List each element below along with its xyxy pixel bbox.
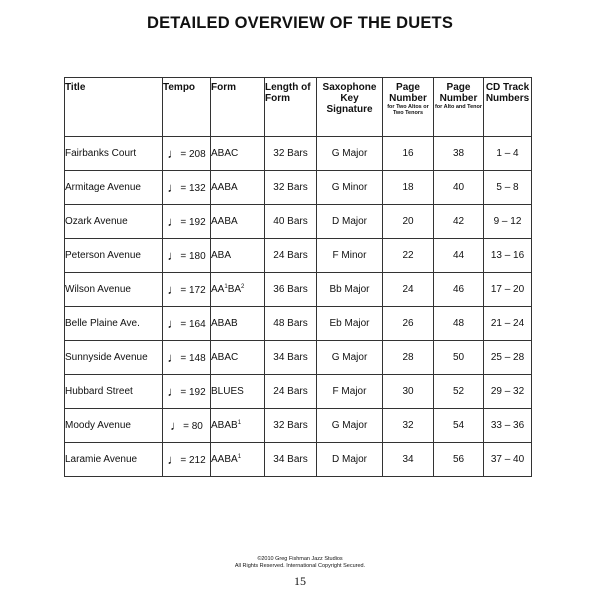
form-value: ABAC [211, 148, 239, 159]
table-header-row [65, 78, 532, 137]
form-value: AABA [211, 216, 238, 227]
form-value: ABAC [211, 352, 239, 363]
quarter-note-icon: ♩ [167, 350, 181, 365]
tempo-value: = 148 [180, 353, 206, 364]
page-number-a-cell: 28 [383, 341, 434, 375]
cd-track-cell: 1 – 4 [484, 137, 532, 171]
form-value: AA [211, 284, 225, 295]
length-cell: 32 Bars [265, 137, 317, 171]
table-row [65, 137, 532, 171]
page-number-a-cell: 18 [383, 171, 434, 205]
length-cell: 40 Bars [265, 205, 317, 239]
form-value: ABAB [211, 420, 238, 431]
page-number-b-cell: 38 [434, 137, 484, 171]
rights-line: All Rights Reserved. International Copyright Secured. [234, 563, 366, 569]
table-row [65, 341, 532, 375]
form-value: AABA [211, 454, 238, 465]
tempo-cell [163, 273, 211, 307]
tempo-value: = 172 [180, 285, 206, 296]
form-cell [211, 409, 265, 443]
table-row [65, 171, 532, 205]
table-row [65, 443, 532, 477]
form-value: BLUES [211, 386, 244, 397]
page-number-a-cell: 24 [383, 273, 434, 307]
form-superscript-2: 2 [241, 284, 245, 290]
tempo-cell [163, 375, 211, 409]
duet-title-cell: Armitage Avenue [65, 171, 163, 205]
page-number-b-cell: 56 [434, 443, 484, 477]
page-number-a-cell: 26 [383, 307, 434, 341]
page-number-b-cell: 52 [434, 375, 484, 409]
page-number-a-cell: 20 [383, 205, 434, 239]
page-number-b-cell: 48 [434, 307, 484, 341]
quarter-note-icon: ♩ [167, 316, 181, 331]
form-value: ABAB [211, 318, 238, 329]
tempo-cell [163, 443, 211, 477]
form-cell [211, 205, 265, 239]
key-signature-cell: G Minor [317, 171, 383, 205]
header-page-number-b [434, 78, 484, 137]
header-page-number-b-sub: for Alto and Tenor [434, 104, 483, 110]
quarter-note-icon: ♩ [167, 248, 181, 263]
table-row [65, 409, 532, 443]
key-signature-cell: F Major [317, 375, 383, 409]
key-signature-cell: F Minor [317, 239, 383, 273]
page-number-b-cell: 44 [434, 239, 484, 273]
cd-track-cell: 33 – 36 [484, 409, 532, 443]
page-number-a-cell: 16 [383, 137, 434, 171]
key-signature-cell: Bb Major [317, 273, 383, 307]
cd-track-cell: 21 – 24 [484, 307, 532, 341]
key-signature-cell: D Major [317, 443, 383, 477]
tempo-cell [163, 341, 211, 375]
page-number-a-cell: 30 [383, 375, 434, 409]
header-page-number-a-sub: for Two Altos or Two Tenors [387, 104, 429, 116]
page-number-a-cell: 32 [383, 409, 434, 443]
tempo-cell [163, 137, 211, 171]
header-form: Form [211, 78, 265, 137]
cd-track-cell: 9 – 12 [484, 205, 532, 239]
form-superscript: 1 [224, 284, 228, 290]
table-row [65, 273, 532, 307]
tempo-cell [163, 409, 211, 443]
cd-track-cell: 13 – 16 [484, 239, 532, 273]
duet-title-cell: Fairbanks Court [65, 137, 163, 171]
form-superscript: 1 [237, 454, 242, 460]
page-number-b-cell: 54 [434, 409, 484, 443]
header-length: Length of Form [265, 78, 317, 137]
duets-overview-table [64, 77, 532, 477]
quarter-note-icon: ♩ [167, 384, 181, 399]
tempo-cell [163, 239, 211, 273]
quarter-note-icon: ♩ [170, 418, 184, 433]
duet-title-cell: Moody Avenue [65, 409, 163, 443]
table-row [65, 375, 532, 409]
page-number-a-cell: 22 [383, 239, 434, 273]
page-title: DETAILED OVERVIEW OF THE DUETS [146, 14, 454, 32]
form-superscript: 1 [237, 420, 242, 426]
form-cell [211, 137, 265, 171]
length-cell: 36 Bars [265, 273, 317, 307]
quarter-note-icon: ♩ [167, 180, 181, 195]
duet-title-cell: Ozark Avenue [65, 205, 163, 239]
tempo-value: = 132 [180, 183, 206, 194]
tempo-value: = 80 [183, 421, 203, 432]
header-page-number-a [383, 78, 434, 137]
page-number-a-cell: 34 [383, 443, 434, 477]
quarter-note-icon: ♩ [167, 214, 181, 229]
page-number-b-cell: 46 [434, 273, 484, 307]
form-cell [211, 341, 265, 375]
length-cell: 34 Bars [265, 443, 317, 477]
duet-title-cell: Laramie Avenue [65, 443, 163, 477]
page-number-b-cell: 42 [434, 205, 484, 239]
tempo-value: = 180 [180, 251, 206, 262]
duet-title-cell: Hubbard Street [65, 375, 163, 409]
length-cell: 24 Bars [265, 375, 317, 409]
key-signature-cell: G Major [317, 137, 383, 171]
tempo-cell [163, 171, 211, 205]
form-cell [211, 443, 265, 477]
form-cell [211, 171, 265, 205]
length-cell: 32 Bars [265, 409, 317, 443]
key-signature-cell: G Major [317, 409, 383, 443]
header-cd-track-numbers: CD Track Numbers [484, 78, 532, 137]
table-body [65, 137, 532, 477]
form-cell [211, 375, 265, 409]
table-row [65, 205, 532, 239]
form-value-cont: BA [227, 284, 242, 295]
form-value: AABA [211, 182, 238, 193]
cd-track-cell: 25 – 28 [484, 341, 532, 375]
header-title: Title [65, 78, 163, 137]
header-page-number-a-label: Page Number [389, 82, 427, 104]
key-signature-cell: G Major [317, 341, 383, 375]
quarter-note-icon: ♩ [167, 282, 181, 297]
cd-track-cell: 17 – 20 [484, 273, 532, 307]
key-signature-cell: D Major [317, 205, 383, 239]
duet-title-cell: Belle Plaine Ave. [65, 307, 163, 341]
tempo-value: = 192 [180, 387, 206, 398]
length-cell: 24 Bars [265, 239, 317, 273]
page-number-b-cell: 50 [434, 341, 484, 375]
length-cell: 34 Bars [265, 341, 317, 375]
tempo-value: = 212 [180, 455, 206, 466]
form-cell [211, 273, 265, 307]
cd-track-cell: 37 – 40 [484, 443, 532, 477]
tempo-value: = 164 [180, 319, 206, 330]
page-number-b-cell: 40 [434, 171, 484, 205]
tempo-cell [163, 205, 211, 239]
cd-track-cell: 5 – 8 [484, 171, 532, 205]
tempo-value: = 192 [180, 217, 206, 228]
duet-title-cell: Peterson Avenue [65, 239, 163, 273]
key-signature-cell: Eb Major [317, 307, 383, 341]
form-cell [211, 307, 265, 341]
page-number: 15 [294, 574, 306, 588]
header-page-number-b-label: Page Number [439, 82, 478, 104]
copyright-line: ©2010 Greg Fishman Jazz Studios [257, 556, 343, 562]
length-cell: 48 Bars [265, 307, 317, 341]
tempo-cell [163, 307, 211, 341]
cd-track-cell: 29 – 32 [484, 375, 532, 409]
quarter-note-icon: ♩ [167, 452, 181, 467]
duet-title-cell: Wilson Avenue [65, 273, 163, 307]
quarter-note-icon: ♩ [167, 146, 181, 161]
length-cell: 32 Bars [265, 171, 317, 205]
table-row [65, 239, 532, 273]
header-tempo: Tempo [163, 78, 211, 137]
header-key-signature: Saxophone Key Signature [317, 78, 383, 137]
duet-title-cell: Sunnyside Avenue [65, 341, 163, 375]
form-cell [211, 239, 265, 273]
form-value: ABA [211, 250, 232, 261]
table-row [65, 307, 532, 341]
tempo-value: = 208 [180, 149, 206, 160]
